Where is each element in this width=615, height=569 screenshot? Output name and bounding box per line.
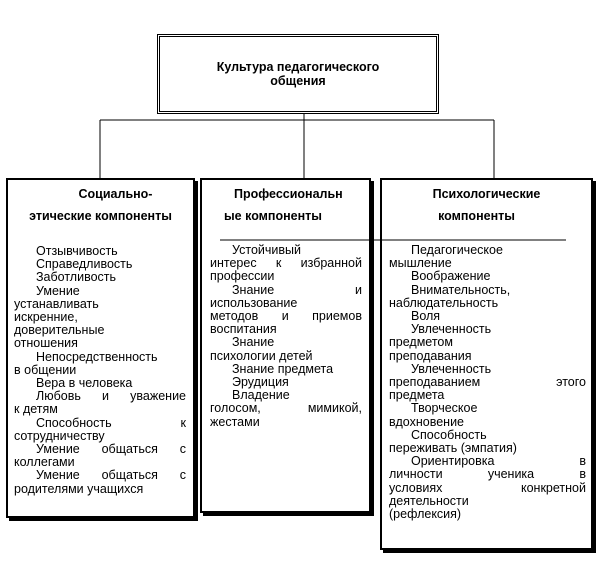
list-item: предметом: [389, 335, 453, 350]
list-item: в общении: [14, 362, 77, 377]
list-item: к детям: [14, 402, 58, 417]
list-item: Эрудиция: [232, 375, 289, 390]
list-item: Умение: [36, 283, 80, 298]
list-item: личности ученика в: [389, 467, 586, 482]
list-item: Ориентировка в: [411, 454, 586, 469]
title-line-2: общения: [270, 74, 326, 88]
list-item: Воля: [411, 309, 441, 324]
list-item: переживать (эмпатия): [389, 441, 517, 456]
list-item: искренние,: [14, 310, 78, 325]
list-item: Увлеченность: [411, 322, 492, 337]
list-item: методов и приемов: [210, 309, 362, 324]
list-item: Непосредственность: [36, 349, 158, 364]
list-item: устанавливать: [14, 296, 99, 311]
list-item: преподавания: [389, 348, 472, 363]
heading-line: Психологические: [432, 187, 541, 201]
list-item: Устойчивый: [232, 243, 301, 257]
heading-line: Социально-: [78, 187, 153, 201]
list-item: интерес к избранной: [210, 256, 362, 271]
list-item: условиях конкретной: [389, 480, 586, 495]
heading-line: компоненты: [438, 209, 515, 223]
list-item: жестами: [210, 414, 260, 429]
heading-line: этические компоненты: [29, 209, 172, 223]
heading-line: ые компоненты: [224, 209, 322, 223]
list-item: преподаванием этого: [389, 375, 586, 390]
list-item: Справедливость: [36, 257, 133, 272]
list-item: Способность к: [36, 415, 186, 430]
list-item: Заботливость: [36, 270, 117, 285]
title-line-1: Культура педагогического: [216, 60, 380, 74]
list-item: Любовь и уважение: [36, 389, 186, 404]
list-item: родителями учащихся: [14, 481, 144, 496]
list-item: Педагогическое: [411, 243, 503, 257]
list-item: Воображение: [411, 269, 491, 284]
list-item: Творческое: [411, 401, 478, 416]
list-item: Внимательность,: [411, 282, 511, 297]
list-item: Знание и: [232, 282, 362, 297]
list-item: предмета: [389, 388, 445, 403]
list-item: сотрудничеству: [14, 428, 105, 443]
list-item: Умение общаться с: [36, 468, 186, 483]
list-item: деятельности: [389, 493, 469, 508]
list-item: Знание: [232, 335, 275, 350]
list-item: воспитания: [210, 322, 277, 337]
list-item: Знание предмета: [232, 361, 334, 376]
list-item: профессии: [210, 269, 275, 284]
list-item: использование: [210, 295, 298, 310]
list-item: Отзывчивость: [36, 244, 118, 258]
list-item: отношения: [14, 336, 78, 351]
list-item: Увлеченность: [411, 361, 492, 376]
list-item: Способность: [411, 427, 487, 442]
list-item: психологии детей: [210, 348, 313, 363]
heading-line: Профессиональн: [234, 187, 343, 201]
list-item: (рефлексия): [389, 507, 462, 522]
list-item: Вера в человека: [36, 376, 133, 391]
list-item: вдохновение: [389, 414, 464, 429]
list-item: Владение: [232, 388, 290, 403]
list-item: коллегами: [14, 455, 75, 470]
list-item: голосом, мимикой,: [210, 401, 362, 416]
list-item: доверительные: [14, 323, 105, 338]
list-item: наблюдательность: [389, 295, 499, 310]
list-item: мышление: [389, 256, 452, 271]
list-item: Умение общаться с: [36, 442, 186, 457]
